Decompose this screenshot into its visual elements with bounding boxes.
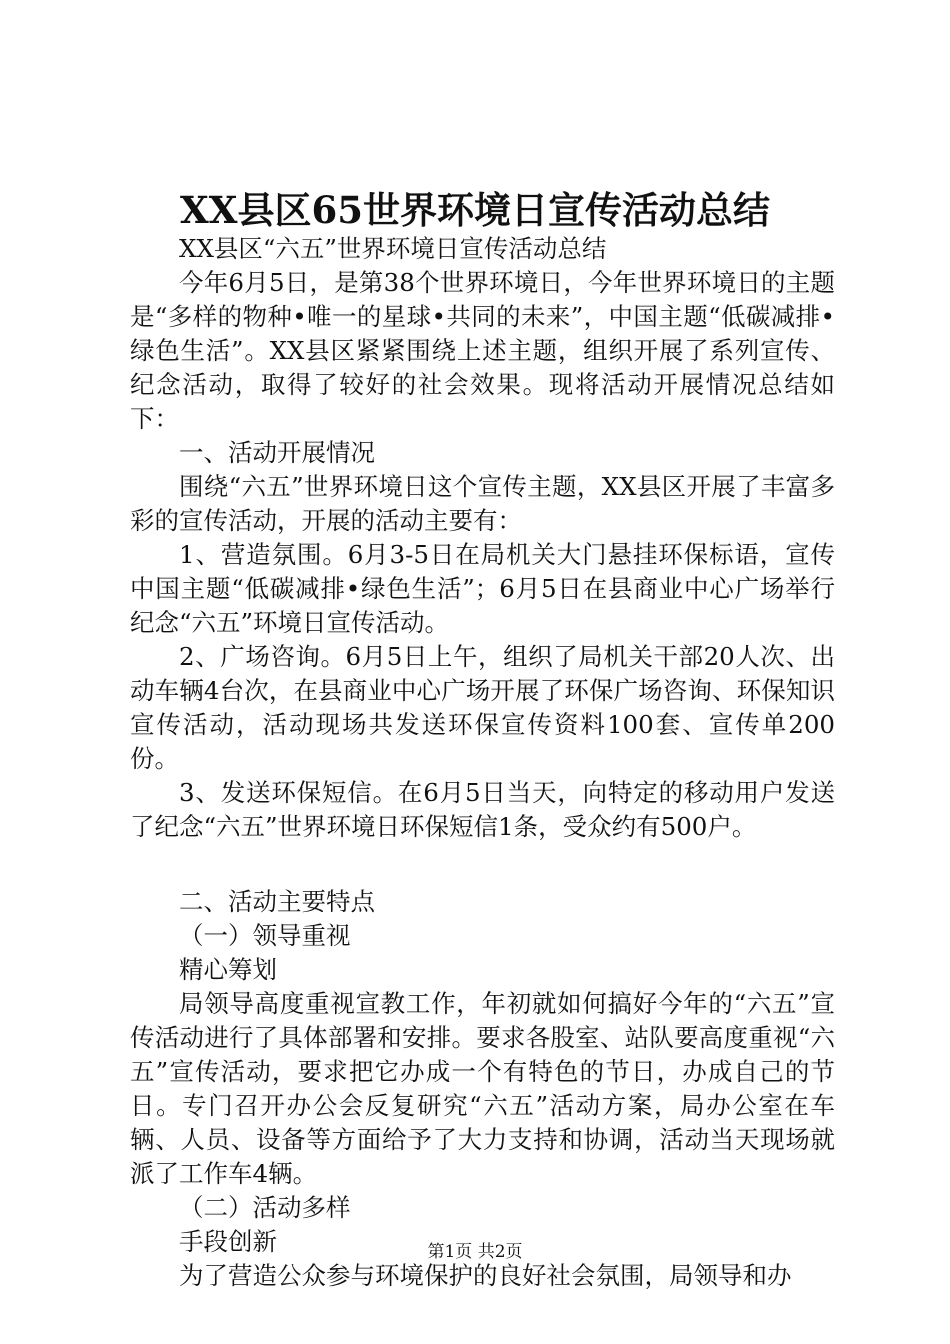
subheading-leadership: （一）领导重视 — [179, 921, 351, 950]
document-body — [130, 232, 835, 1293]
paragraph-activity-2: 2、广场咨询。6月5日上午，组织了局机关干部20人次、出动车辆4台次，在县商业中心广场开展了环保广场咨询、环保知识宣传活动，活动现场共发送环保宣传资料100套、宣传单200份。 — [130, 642, 835, 773]
paragraph-atmosphere: 为了营造公众参与环境保护的良好社会氛围，局领导和办 — [179, 1261, 792, 1290]
page-title: XX县区65世界环境日宣传活动总结 — [180, 188, 770, 232]
paragraph-activities-overview: 围绕“六五”世界环境日这个宣传主题，XX县区开展了丰富多彩的宣传活动，开展的活动主要有： — [130, 472, 835, 535]
subheading-planning: 精心筹划 — [179, 955, 277, 984]
paragraph-leadership: 局领导高度重视宣教工作，年初就如何搞好今年的“六五”宣传活动进行了具体部署和安排。要求各股室、站队要高度重视“六五”宣传活动，要求把它办成一个有特色的节日，办成自己的节日。专门召开办公会反复研究“六五”活动方案，局办公室在车辆、人员、设备等方面给予了大力支持和协调，活动当天现场就派了工作车4辆。 — [130, 989, 835, 1188]
paragraph-activity-3: 3、发送环保短信。在6月5日当天，向特定的移动用户发送了纪念“六五”世界环境日环保短信1条，受众约有500户。 — [130, 778, 835, 841]
section-heading-2: 二、活动主要特点 — [179, 887, 375, 916]
subheading-innovation: 手段创新 — [179, 1227, 277, 1256]
paragraph-subtitle: XX县区“六五”世界环境日宣传活动总结 — [179, 234, 607, 263]
paragraph-intro: 今年6月5日，是第38个世界环境日，今年世界环境日的主题是“多样的物种•唯一的星球•共同的未来”，中国主题“低碳减排•绿色生活”。XX县区紧紧围绕上述主题，组织开展了系列宣传、纪念活动，取得了较好的社会效果。现将活动开展情况总结如下： — [130, 268, 835, 433]
paragraph-activity-1: 1、营造氛围。6月3-5日在局机关大门悬挂环保标语，宣传中国主题“低碳减排•绿色生活”；6月5日在县商业中心广场举行纪念“六五”环境日宣传活动。 — [130, 540, 835, 637]
paragraph-spacer — [130, 844, 835, 885]
section-heading-1: 一、活动开展情况 — [179, 438, 375, 467]
page-footer: 第1页 共2页 — [427, 1242, 523, 1262]
subheading-diverse-activities: （二）活动多样 — [179, 1193, 351, 1222]
